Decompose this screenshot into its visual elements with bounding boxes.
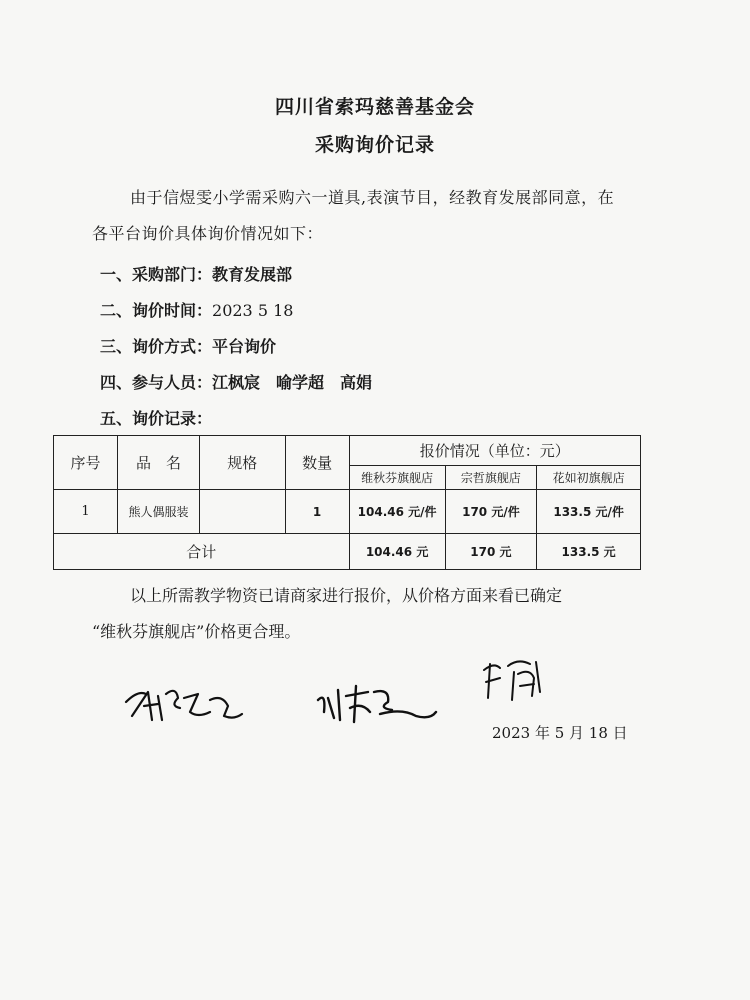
cell-spec bbox=[199, 490, 285, 534]
total-value: 133.5 元 bbox=[537, 534, 641, 570]
cell-name: 熊人偶服装 bbox=[118, 490, 200, 534]
total-label: 合计 bbox=[54, 534, 350, 570]
signature-3 bbox=[478, 652, 548, 708]
item-time-value: 2023 5 18 bbox=[212, 301, 294, 320]
cell-index: 1 bbox=[54, 490, 118, 534]
item-records-label: 五、询价记录： bbox=[100, 409, 213, 428]
header-quote: 报价情况（单位：元） bbox=[349, 436, 640, 466]
item-time bbox=[100, 298, 293, 321]
item-department bbox=[100, 262, 292, 285]
cell-qty: 1 bbox=[285, 490, 349, 534]
item-method-label: 三、询价方式： bbox=[100, 337, 213, 356]
signature-1 bbox=[118, 672, 248, 732]
item-department-label: 一、采购部门： bbox=[100, 265, 213, 284]
item-method bbox=[100, 334, 276, 357]
intro-line-1: 由于信煜雯小学需采购六一道具,表演节目，经教育发展部同意，在 bbox=[130, 188, 615, 207]
document-title: 采购询价记录 bbox=[314, 134, 435, 156]
total-value: 170 元 bbox=[445, 534, 537, 570]
header-vendor: 花如初旗舰店 bbox=[537, 466, 641, 490]
header-vendor: 维秋芬旗舰店 bbox=[349, 466, 445, 490]
organization-title: 四川省索玛慈善基金会 bbox=[274, 96, 475, 118]
item-method-value: 平台询价 bbox=[212, 337, 277, 356]
item-department-value: 教育发展部 bbox=[212, 265, 293, 284]
header-name: 品 名 bbox=[118, 436, 200, 490]
item-records bbox=[100, 406, 212, 429]
item-participants-label: 四、参与人员： bbox=[100, 373, 213, 392]
item-time-label: 二、询价时间： bbox=[100, 301, 213, 320]
document-date: 2023 年 5 月 18 日 bbox=[492, 724, 628, 742]
inquiry-table bbox=[53, 435, 641, 570]
header-vendor: 宗哲旗舰店 bbox=[445, 466, 537, 490]
item-participants-value: 江枫宸 喻学超 高娟 bbox=[212, 373, 373, 392]
conclusion-paragraph bbox=[92, 578, 662, 650]
total-row bbox=[54, 534, 641, 570]
header-index: 序号 bbox=[54, 436, 118, 490]
cell-price: 133.5 元/件 bbox=[537, 490, 641, 534]
header-spec: 规格 bbox=[199, 436, 285, 490]
signature-2 bbox=[312, 678, 442, 730]
header-qty: 数量 bbox=[285, 436, 349, 490]
total-value: 104.46 元 bbox=[349, 534, 445, 570]
intro-paragraph bbox=[92, 180, 652, 252]
item-participants bbox=[100, 370, 372, 393]
conclusion-line-2: “维秋芬旗舰店”价格更合理。 bbox=[92, 622, 301, 641]
cell-price: 170 元/件 bbox=[445, 490, 537, 534]
intro-line-2: 各平台询价具体询价情况如下： bbox=[92, 224, 324, 243]
table-row bbox=[54, 490, 641, 534]
conclusion-line-1: 以上所需教学物资已请商家进行报价，从价格方面来看已确定 bbox=[130, 586, 563, 605]
cell-price: 104.46 元/件 bbox=[349, 490, 445, 534]
